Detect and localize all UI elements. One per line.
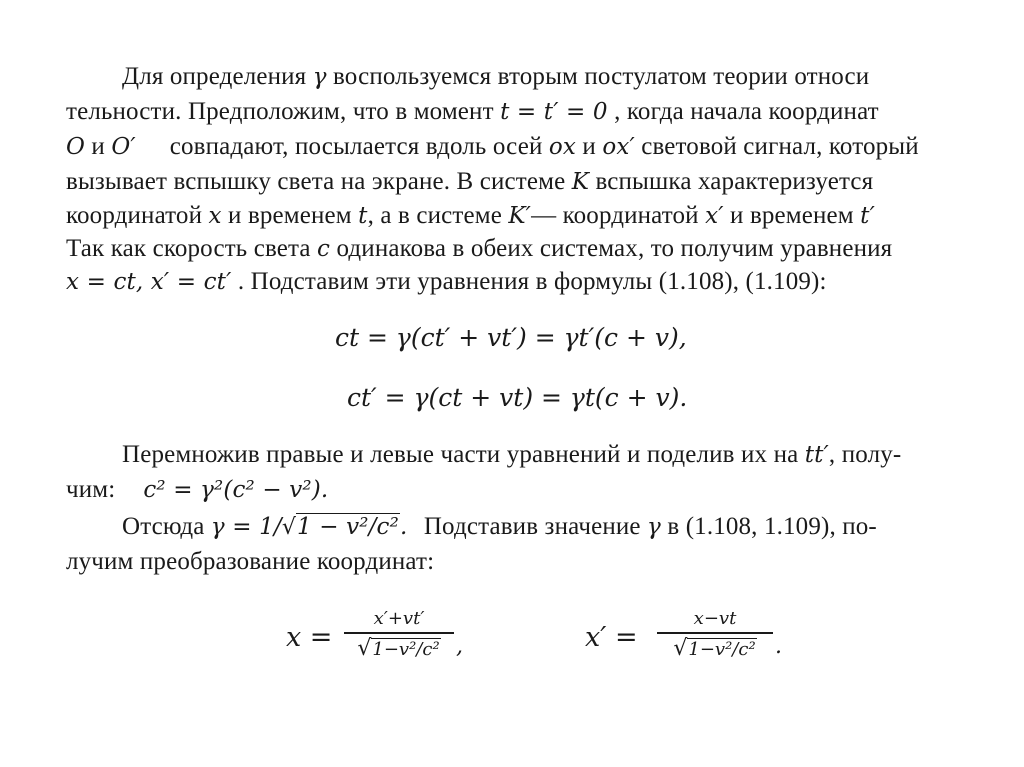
text: Подставив значение <box>417 513 648 540</box>
transform-x-fraction <box>344 608 454 662</box>
text: воспользуемся вторым постулатом теории относи <box>326 63 870 90</box>
math-gamma: γ <box>647 514 661 540</box>
text: Так как скорость света <box>66 235 318 262</box>
paragraph3-line1 <box>122 510 877 545</box>
math-x-prime: x′ <box>705 203 724 229</box>
math-ox: ox <box>548 134 576 160</box>
math-k: K <box>571 169 590 195</box>
paragraph1-line5 <box>66 199 875 233</box>
math-x: x <box>208 203 222 229</box>
sqrt-expression <box>282 510 400 545</box>
text: — координатой <box>531 202 706 229</box>
text: тельности. Предположим, что в момент <box>66 98 501 125</box>
paragraph1-line3 <box>66 130 919 164</box>
math-c-squared: c² = γ²(c² − v²). <box>143 477 329 503</box>
trailing-dot: . <box>775 634 782 659</box>
text: координатой <box>66 202 209 229</box>
paragraph2-line1 <box>122 438 901 472</box>
math-t-prime: t′ <box>860 203 875 229</box>
transform-x-prime-equation <box>585 600 795 690</box>
math-k-prime: K′ <box>508 203 532 229</box>
text: и <box>576 133 603 160</box>
fraction-denominator <box>344 637 454 662</box>
transform-x-equation <box>286 600 486 690</box>
text: вспышка характеризуется <box>589 168 874 195</box>
fraction-denominator <box>657 637 773 662</box>
transform-x-prime-fraction <box>657 608 773 662</box>
transform-x-prime-lhs: x′ = <box>585 622 638 653</box>
text: вызывает вспышку света на экране. В системе <box>66 168 572 195</box>
text: одинакова в обеих системах, то получим уравнения <box>330 235 893 262</box>
text: лучим преобразование координат: <box>66 548 435 575</box>
equation-1: ct = γ(ct′ + vt′) = γt′(c + v), <box>335 323 687 352</box>
text: , полу- <box>828 441 902 468</box>
math-t-equals-zero: t = t′ = 0 <box>500 99 608 125</box>
math-gamma-equals: γ = 1/ <box>210 514 282 540</box>
text: и временем <box>221 202 359 229</box>
sqrt-expression <box>673 637 756 662</box>
sqrt-icon: √ <box>281 515 297 540</box>
sqrt-body: 1 − v²/c² <box>297 514 399 540</box>
text: , когда начала координат <box>607 98 879 125</box>
paragraph1-line1 <box>122 60 869 94</box>
transform-x-lhs: x = <box>286 622 333 653</box>
equation-2: ct′ = γ(ct + vt) = γt(c + v). <box>347 383 688 412</box>
math-t: t <box>358 203 368 229</box>
text: Для определения <box>122 63 313 90</box>
paragraph1-line4 <box>66 165 873 199</box>
text: . Подставим эти уравнения в формулы (1.108), (1.109): <box>231 268 827 295</box>
paragraph1-line6 <box>66 232 892 266</box>
sqrt-expression <box>357 637 440 662</box>
paragraph2-line2 <box>66 473 328 507</box>
text: , а в системе <box>367 202 509 229</box>
math-dot: . <box>399 514 408 540</box>
math-ox-prime: ox′ <box>602 134 635 160</box>
text: и <box>85 133 112 160</box>
math-x-equals-ct: x = ct, x′ = ct′ <box>66 269 232 295</box>
text: световой сигнал, который <box>634 133 919 160</box>
text: и временем <box>723 202 861 229</box>
math-tt-prime: tt′ <box>804 442 829 468</box>
sqrt-icon: √ <box>673 636 688 661</box>
sqrt-body: 1−v²/c² <box>688 639 756 660</box>
text: в (1.108, 1.109), по- <box>660 513 877 540</box>
fraction-numerator: x′+vt′ <box>373 608 425 629</box>
text: Отсюда <box>122 513 211 540</box>
text: чим: <box>66 476 116 503</box>
fraction-bar <box>657 632 773 634</box>
math-o: O <box>66 134 86 160</box>
text: Перемножив правые и левые части уравнений и поделив их на <box>122 441 805 468</box>
sqrt-body: 1−v²/c² <box>372 639 440 660</box>
paragraph1-line7 <box>66 265 827 299</box>
trailing-comma: , <box>456 634 463 659</box>
paragraph3-line2 <box>66 545 434 579</box>
text: совпадают, посылается вдоль осей <box>169 133 549 160</box>
math-c: c <box>317 236 331 262</box>
sqrt-icon: √ <box>357 636 372 661</box>
math-o-prime: O′ <box>111 134 136 160</box>
math-gamma: γ <box>312 64 327 90</box>
paragraph1-line2 <box>66 95 879 129</box>
fraction-numerator: x−vt <box>693 608 737 629</box>
fraction-bar <box>344 632 454 634</box>
